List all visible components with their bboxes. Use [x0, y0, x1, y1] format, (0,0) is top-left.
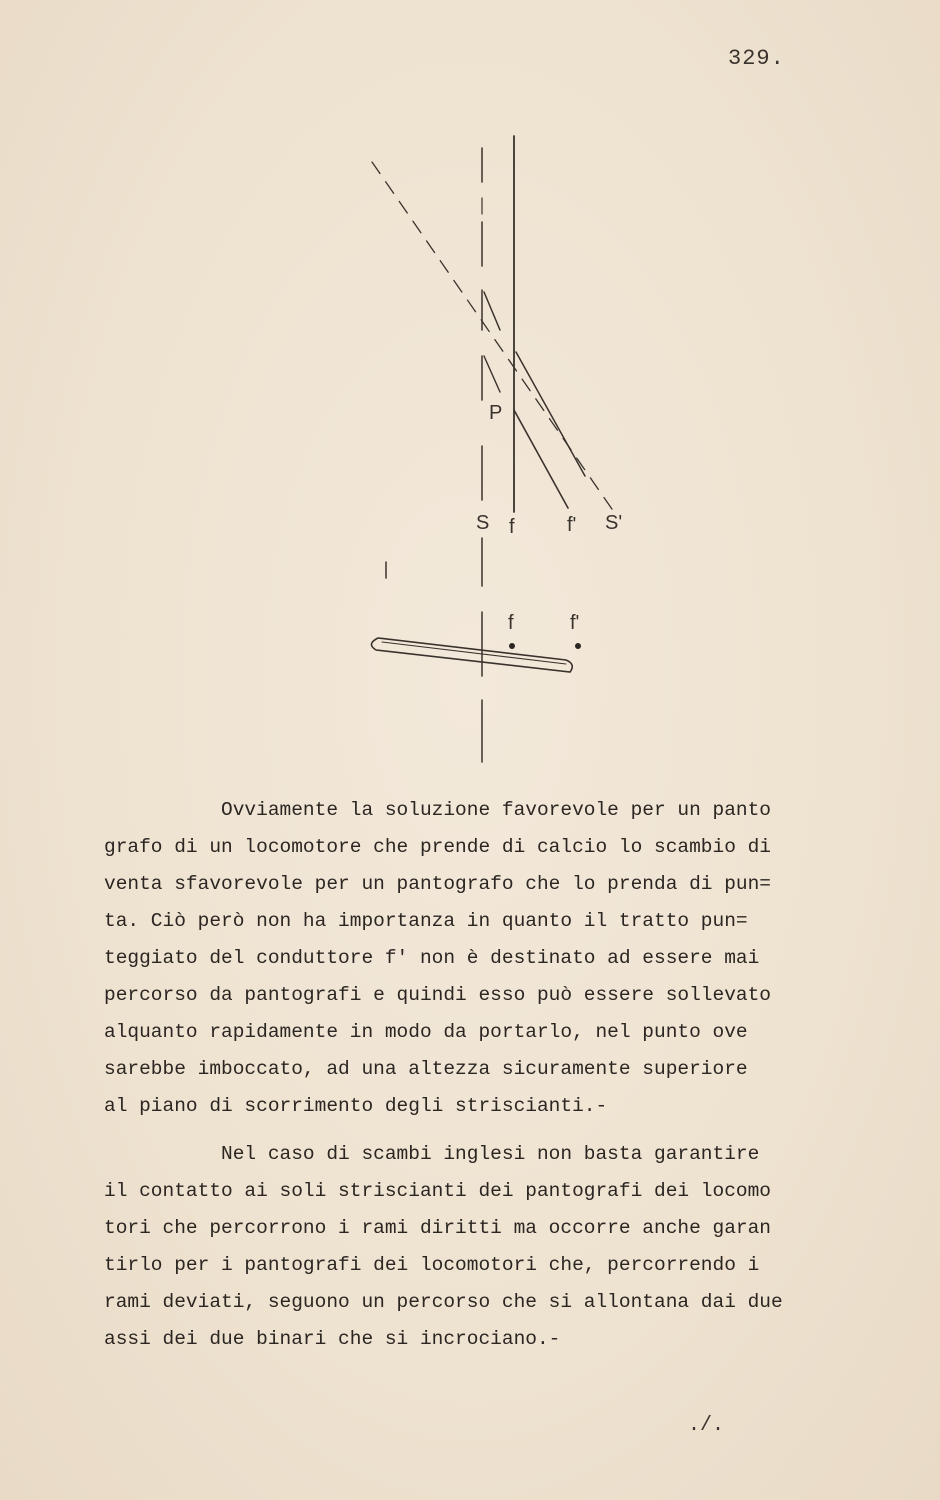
label-p: P [489, 402, 503, 424]
label-f-prime-lower: f' [570, 612, 580, 634]
contact-point-f-prime [575, 643, 581, 649]
text-line: ta. Ciò però non ha importanza in quanto il tratto pun= [104, 910, 748, 932]
conductor-f-prime-line [514, 410, 568, 508]
label-s-prime: S' [605, 512, 623, 534]
text-line: tirlo per i pantografi dei locomotori che, percorrendo i [104, 1254, 760, 1276]
text-line: sarebbe imboccato, ad una altezza sicuramente superiore [104, 1058, 748, 1080]
text-line: alquanto rapidamente in modo da portarlo, nel punto ove [104, 1021, 748, 1043]
continuation-mark: ./. [688, 1414, 725, 1437]
paragraph-1 [104, 792, 864, 1125]
text-line: Nel caso di scambi inglesi non basta garantire [104, 1143, 760, 1165]
text-line: percorso da pantografi e quindi esso può essere sollevato [104, 984, 772, 1006]
text-line: rami deviati, seguono un percorso che si allontana dai due [104, 1291, 783, 1313]
label-s: S [476, 512, 490, 534]
label-f-lower: f [508, 612, 514, 634]
axis-s-prime-line [372, 162, 614, 512]
pantograph-shoe [371, 638, 572, 672]
paragraph-2 [104, 1136, 864, 1358]
page-number: 329. [728, 46, 785, 71]
label-f: f [509, 516, 515, 538]
text-line: il contatto ai soli striscianti dei pantografi dei locomo [104, 1180, 772, 1202]
label-f-prime: f' [567, 514, 577, 536]
text-line: venta sfavorevole per un pantografo che lo prenda di pun= [104, 873, 772, 895]
text-line: assi dei due binari che si incrociano.- [104, 1328, 561, 1350]
text-line: grafo di un locomotore che prende di calcio lo scambio di [104, 836, 772, 858]
text-line: tori che percorrono i rami diritti ma occorre anche garan [104, 1217, 772, 1239]
text-line: teggiato del conduttore f' non è destinato ad essere mai [104, 947, 760, 969]
contact-point-f [509, 643, 515, 649]
text-line: Ovviamente la soluzione favorevole per un panto [104, 799, 772, 821]
text-line: al piano di scorrimento degli striscianti.- [104, 1095, 608, 1117]
